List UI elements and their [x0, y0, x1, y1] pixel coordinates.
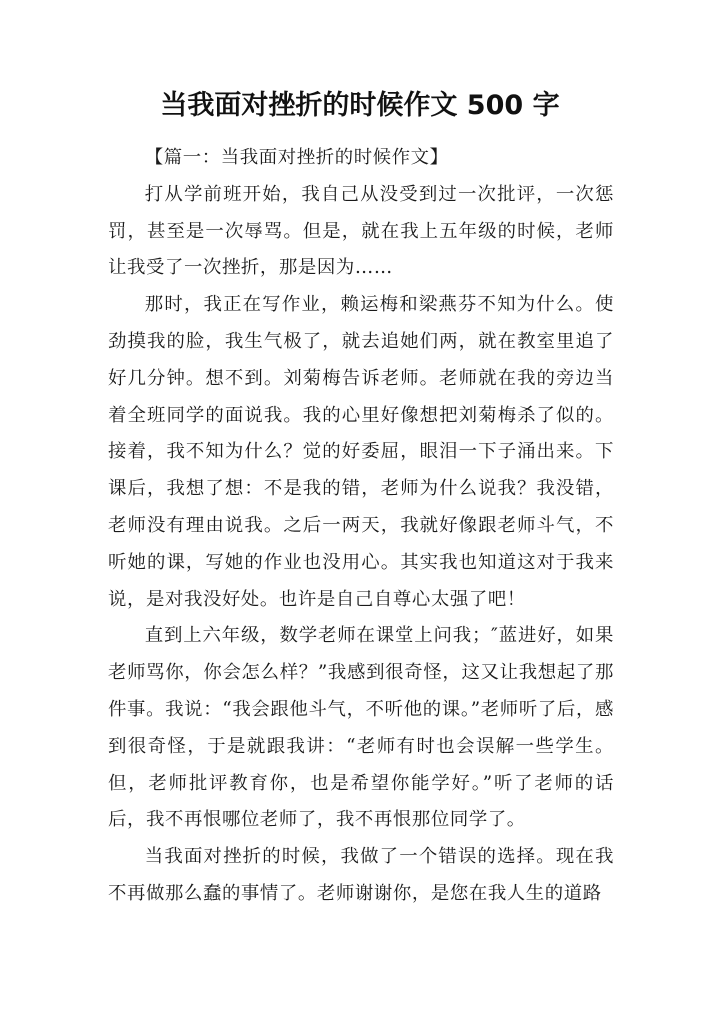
paragraph: 那时，我正在写作业，赖运梅和梁燕芬不知为什么。使劲摸我的脸，我生气极了，就去追她们两，就在教室里追了好几分钟。想不到。刘菊梅告诉老师。老师就在我的旁边当着全班同学的面说我。我的心里好像想把刘菊梅杀了似的。接着，我不知为什么？觉的好委屈，眼泪一下子涌出来。下课后，我想了想：不是我的错，老师为什么说我？我没错，老师没有理由说我。之后一两天，我就好像跟老师斗气，不听她的课，写她的作业也没用心。其实我也知道这对于我来说，是对我没好处。也许是自己自尊心太强了吧！: [108, 294, 614, 610]
section-heading: 【篇一：当我面对挫折的时候作文】: [144, 147, 449, 168]
paragraph: 打从学前班开始，我自己从没受到过一次批评，一次惩罚，甚至是一次辱骂。但是，就在我上五年级的时候，老师让我受了一次挫折，那是因为……: [108, 183, 614, 279]
document-body: [108, 140, 614, 913]
document-title: 当我面对挫折的时候作文 500 字: [160, 90, 560, 121]
paragraph: 当我面对挫折的时候，我做了一个错误的选择。现在我不再做那么蠢的事情了。老师谢谢你，是您在我人生的道路: [108, 846, 614, 904]
paragraph: 直到上六年级，数学老师在课堂上问我；″蓝进好，如果老师骂你，你会怎么样？”我感到很奇怪，这又让我想起了那件事。我说：“我会跟他斗气，不听他的课。”老师听了后，感到很奇怪，于是就跟我讲：“老师有时也会误解一些学生。但，老师批评教育你，也是希望你能学好。”听了老师的话后，我不再恨哪位老师了，我不再恨那位同学了。: [108, 625, 614, 831]
